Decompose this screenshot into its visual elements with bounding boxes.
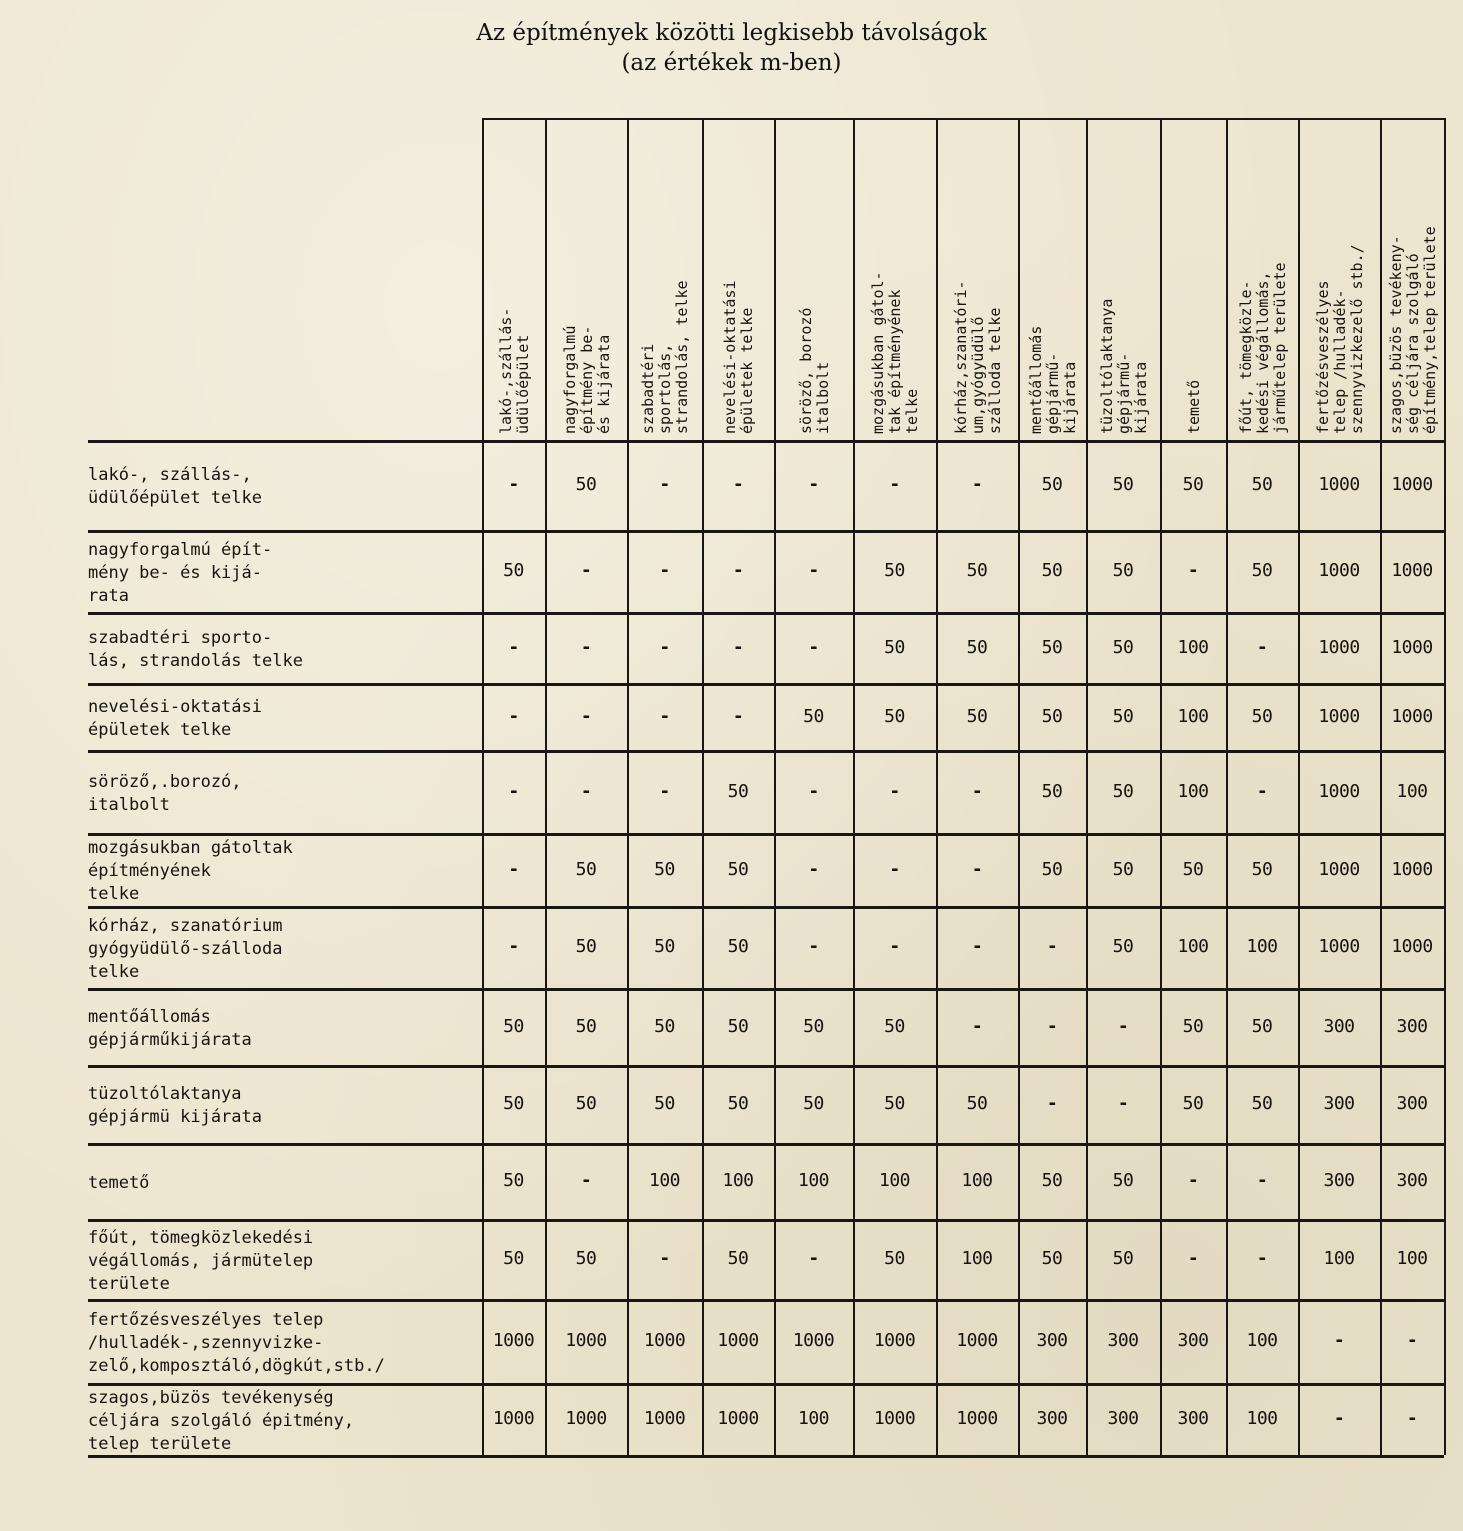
table-cell: - [808,637,819,658]
row-label: nevelési-oktatási épületek telke [88,697,262,740]
table-cell: 50 [884,1248,905,1269]
table-cell: 50 [503,560,524,581]
table-cell: 50 [1112,1248,1134,1269]
table-cell: 100 [878,1170,910,1191]
row-divider [88,1065,1444,1068]
table-cell: 50 [727,1093,749,1114]
table-cell: 50 [884,706,905,727]
row-label: mentőállomás gépjárműkijárata [88,1007,252,1050]
table-cell: - [659,1248,670,1269]
table-cell: - [732,637,744,658]
table-cell: 50 [503,1248,524,1269]
table-cell: - [732,560,744,581]
row-label: mozgásukban gátoltak építményének telke [88,838,293,904]
table-cell: 50 [966,706,988,727]
table-cell: - [1256,1248,1268,1269]
row-label: temető [88,1173,150,1193]
row-label: főút, tömegközlekedési végállomás, jármütelep területe [88,1228,314,1294]
table-cell: - [659,637,670,658]
table-cell: 50 [803,706,824,727]
table-cell: 100 [1177,781,1209,802]
table-cell: 100 [1246,1408,1278,1429]
row-divider [88,683,1444,686]
table-cell: 100 [1323,1248,1355,1269]
row-divider [88,1383,1444,1386]
table-cell: - [1117,1093,1129,1114]
table-cell: 50 [503,1016,524,1037]
row-divider [88,1219,1444,1222]
table-cell: - [808,936,819,957]
table-cell: - [732,474,744,495]
table-cell: 50 [727,781,749,802]
table-cell: 50 [727,1248,749,1269]
table-cell: 50 [1041,1170,1063,1191]
table-cell: 100 [1177,936,1209,957]
table-cell: - [889,936,900,957]
table-cell: 1000 [1318,560,1360,581]
table-cell: - [1187,1248,1199,1269]
table-cell: - [808,781,819,802]
table-cell: 100 [722,1170,754,1191]
column-header: nagyforgalmú építmény be- és kijárata [561,325,613,434]
table-cell: - [1406,1330,1418,1351]
table-cell: 50 [1112,706,1134,727]
table-cell: - [1046,936,1058,957]
page-subtitle: (az értékek m-ben) [621,50,842,76]
table-cell: - [508,637,519,658]
table-cell: 50 [654,859,675,880]
table-cell: 1000 [492,1330,535,1351]
table-cell: 50 [1182,1093,1204,1114]
row-divider [88,440,1444,443]
table-cell: 300 [1396,1170,1428,1191]
table-cell: 1000 [1391,706,1433,727]
table-cell: 1000 [956,1330,998,1351]
table-cell: 50 [1041,637,1063,658]
table-cell: 300 [1177,1408,1209,1429]
table-cell: 50 [503,1093,524,1114]
table-cell: - [1256,1170,1268,1191]
table-cell: - [889,859,900,880]
table-cell: - [1333,1330,1345,1351]
column-header: szabadtéri sportolás, strandolás, telke [639,280,691,434]
table-cell: - [659,560,670,581]
table-cell: 100 [1246,1330,1278,1351]
table-cell: 50 [1182,859,1204,880]
table-cell: - [1117,1016,1129,1037]
table-cell: - [508,936,519,957]
table-cell: 50 [884,637,905,658]
column-divider [1444,118,1446,1455]
row-label: lakó-, szállás-, üdülőépület telke [88,465,262,508]
table-cell: 300 [1036,1330,1068,1351]
table-cell: 1000 [1318,474,1360,495]
table-cell: 50 [884,1093,905,1114]
table-cell: - [508,859,519,880]
table-cell: - [1406,1408,1418,1429]
table-cell: 50 [1041,781,1063,802]
table-cell: 300 [1036,1408,1068,1429]
table-cell: 1000 [792,1330,835,1351]
row-label: nagyforgalmú épít- mény be- és kijá- rata [88,540,273,606]
row-label: kórház, szanatórium gyógyüdülő-szálloda telke [88,916,283,982]
table-cell: 50 [575,936,597,957]
column-header: főút, tömegközle- kedési végállomás, járműtelep területe [1237,262,1289,434]
table-cell: 50 [1182,1016,1204,1037]
table-cell: - [971,781,983,802]
table-cell: 50 [884,1016,905,1037]
table-cell: 1000 [1391,637,1433,658]
table-cell: 50 [1041,560,1063,581]
table-cell: 50 [1041,706,1063,727]
table-cell: 1000 [1318,706,1360,727]
table-cell: 1000 [873,1330,916,1351]
table-cell: 1000 [1391,560,1433,581]
table-cell: 50 [1251,1016,1273,1037]
column-header: söröző, borozó italbolt [797,307,832,434]
table-cell: 1000 [565,1408,607,1429]
table-cell: 50 [727,1016,749,1037]
table-cell: 50 [1251,859,1273,880]
table-cell: - [889,781,900,802]
table-cell: - [580,1170,592,1191]
table-cell: 300 [1396,1093,1428,1114]
table-cell: 50 [803,1093,824,1114]
row-divider [88,833,1444,836]
table-cell: - [508,474,519,495]
table-cell: 50 [803,1016,824,1037]
table-cell: 1000 [565,1330,607,1351]
table-cell: 300 [1396,1016,1428,1037]
table-cell: 50 [1112,859,1134,880]
table-cell: 50 [575,1248,597,1269]
table-cell: - [1333,1408,1345,1429]
table-cell: 50 [1041,474,1063,495]
row-label: szagos,büzös tevékenység céljára szolgáló épitmény, telep területe [88,1388,355,1454]
column-header: mozgásukban gátol- tak építményének telke [869,271,921,434]
row-divider [88,750,1444,753]
table-cell: 50 [727,936,749,957]
table-cell: 50 [1251,560,1273,581]
table-cell: - [659,474,670,495]
column-header: lakó-,szállás- üdülőépület [497,307,532,434]
table-cell: 50 [654,1016,675,1037]
table-cell: - [732,706,744,727]
table-cell: 300 [1323,1016,1355,1037]
table-cell: - [889,474,900,495]
table-cell: 50 [1251,474,1273,495]
table-cell: 100 [1396,781,1428,802]
table-cell: - [971,474,983,495]
table-cell: 100 [1177,637,1209,658]
row-divider [88,906,1444,909]
table-cell: 50 [727,859,749,880]
table-cell: 100 [1396,1248,1428,1269]
row-divider [88,612,1444,615]
table-cell: 50 [884,560,905,581]
table-cell: 300 [1323,1093,1355,1114]
table-cell: 1000 [956,1408,998,1429]
table-cell: 300 [1107,1330,1139,1351]
table-cell: 50 [1112,1170,1134,1191]
table-cell: 50 [1251,1093,1273,1114]
table-cell: 50 [1112,781,1134,802]
column-header: tüzoltólaktanya gépjármű- kijárata [1098,298,1150,434]
table-cell: - [1256,781,1268,802]
column-header: szagos,büzös tevékeny- ség céljára szolgáló építmény,telep területe [1387,226,1439,434]
table-cell: 50 [966,1093,988,1114]
table-cell: - [659,781,670,802]
column-header: nevelési-oktatási épületek telke [721,280,756,434]
table-cell: 50 [966,637,988,658]
column-header: fertőzésveszélyes telep /hulladék- szennyvizkezelő stb./ [1314,244,1366,434]
row-divider [88,1299,1444,1302]
table-cell: 1000 [1391,474,1433,495]
column-header: temető [1185,379,1203,434]
table-cell: - [580,781,592,802]
table-cell: 100 [797,1408,829,1429]
table-cell: 100 [1246,936,1278,957]
table-cell: 1000 [1318,781,1360,802]
column-header: kórház,szanatóri- um,gyógyüdülő szálloda telke [952,280,1004,434]
table-cell: - [1187,1170,1199,1191]
table-cell: - [1187,560,1199,581]
row-divider [88,1143,1444,1146]
table-cell: 100 [961,1170,993,1191]
table-cell: 50 [1251,706,1273,727]
table-cell: 50 [575,1016,597,1037]
table-cell: 50 [1041,1248,1063,1269]
table-cell: - [808,859,819,880]
table-cell: - [659,706,670,727]
table-cell: 300 [1107,1408,1139,1429]
table-cell: 1000 [873,1408,916,1429]
row-label: tüzoltólaktanya gépjármü kijárata [88,1084,262,1127]
table-cell: 1000 [1391,859,1433,880]
table-cell: 1000 [1318,936,1360,957]
table-cell: 50 [1112,474,1134,495]
table-cell: 1000 [1391,936,1433,957]
table-cell: - [808,560,819,581]
table-cell: - [508,706,519,727]
table-cell: 50 [1041,859,1063,880]
table-cell: 50 [1182,474,1204,495]
table-cell: 1000 [1318,859,1360,880]
table-cell: - [580,706,592,727]
table-cell: 50 [1112,560,1134,581]
table-cell: 1000 [643,1330,686,1351]
table-cell: - [971,936,983,957]
table-cell: 1000 [717,1408,759,1429]
table-cell: 50 [575,859,597,880]
table-cell: - [1256,637,1268,658]
table-cell: - [808,474,819,495]
table-cell: - [808,1248,819,1269]
table-cell: 300 [1323,1170,1355,1191]
table-cell: - [971,1016,983,1037]
table-cell: - [971,859,983,880]
column-header: mentőállomás gépjármű- kijárata [1027,325,1079,434]
table-cell: - [580,637,592,658]
table-cell: 100 [648,1170,680,1191]
table-cell: - [580,560,592,581]
table-cell: 50 [575,1093,597,1114]
table-cell: 1000 [492,1408,535,1429]
table-cell: 50 [966,560,988,581]
table-cell: 100 [1177,706,1209,727]
table-cell: 50 [654,1093,675,1114]
table-cell: 50 [575,474,597,495]
table-cell: - [508,781,519,802]
table-cell: - [1046,1016,1058,1037]
table-cell: 1000 [717,1330,759,1351]
table-cell: 1000 [1318,637,1360,658]
row-label: szabadtéri sporto- lás, strandolás telke [88,628,303,671]
row-divider [88,988,1444,991]
table-cell: 300 [1177,1330,1209,1351]
table-cell: - [1046,1093,1058,1114]
table-cell: 100 [797,1170,829,1191]
table-cell: 50 [654,936,675,957]
table-cell: 50 [503,1170,524,1191]
table-cell: 50 [1112,637,1134,658]
row-label: söröző,.borozó, italbolt [88,772,242,815]
page-title: Az építmények közötti legkisebb távolságok [476,20,987,46]
row-label: fertőzésveszélyes telep /hulladék-,szennyvizke- zelő,komposztáló,dögkút,stb./ [88,1310,385,1376]
table-cell: 1000 [643,1408,686,1429]
table-cell: 100 [961,1248,993,1269]
row-divider [88,530,1444,533]
table-cell: 50 [1112,936,1134,957]
